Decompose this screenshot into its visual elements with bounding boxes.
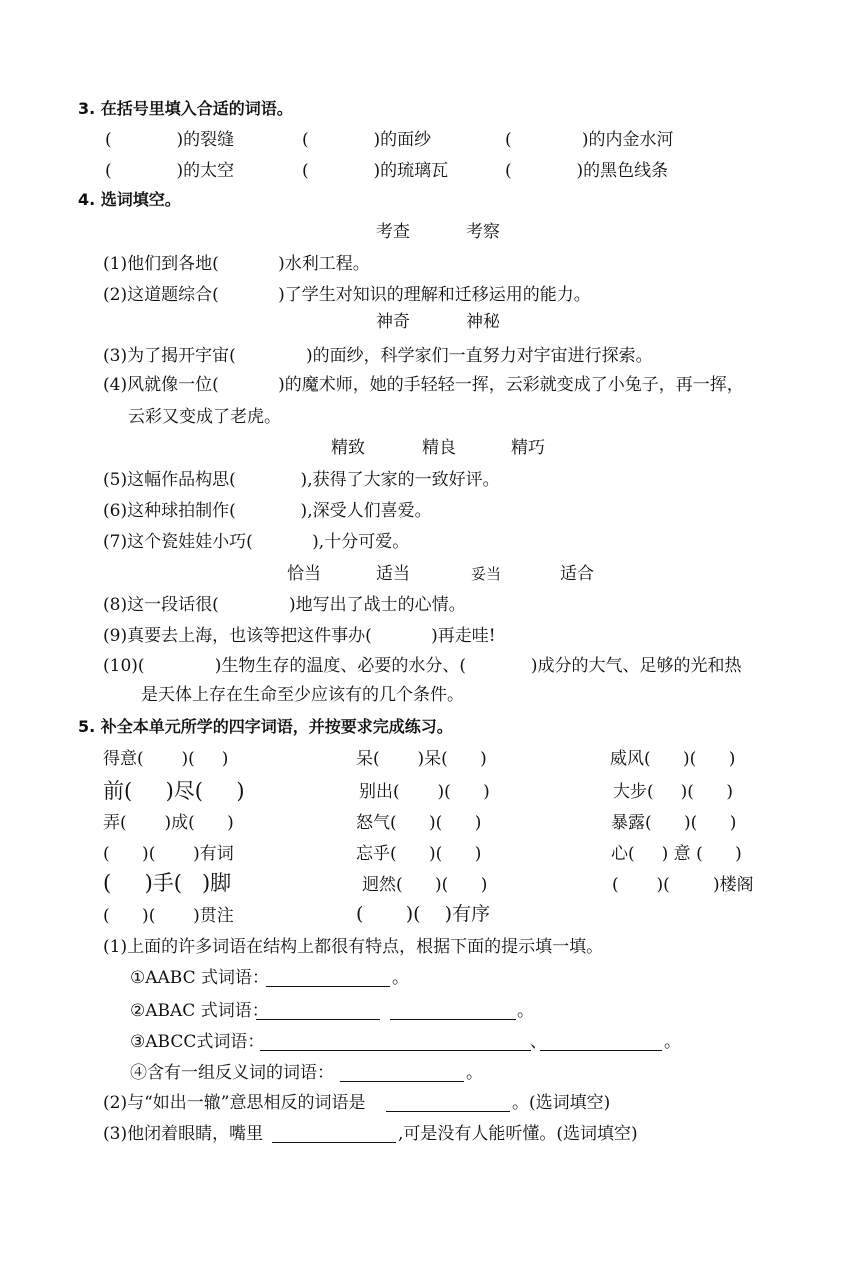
answer-line[interactable] [390, 1019, 516, 1020]
aabc-label: ①AABC 式词语： [130, 968, 270, 988]
q3-item: ( )的琉璃瓦 [302, 161, 449, 181]
idiom-blank: 呆( )呆( ) [356, 749, 487, 769]
q4-sentence-6: (6)这种球拍制作( ),深受人们喜爱。 [103, 501, 432, 521]
antonym-label: ④含有一组反义词的词语： [130, 1063, 334, 1083]
q3-item: ( )的内金水河 [505, 130, 674, 150]
answer-line[interactable] [260, 1050, 531, 1051]
q5-part-2: (2)与“如出一辙”意思相反的词语是 [103, 1093, 366, 1113]
abcc-label: ③ABCC式词语： [130, 1032, 265, 1052]
q5-part-2-end: 。(选词填空) [512, 1093, 611, 1113]
q4-sentence-3: (3)为了揭开宇宙( )的面纱，科学家们一直努力对宇宙进行探索。 [103, 346, 653, 366]
idiom-blank: 别出( )( ) [359, 782, 490, 802]
q4-sentence-9: (9)真要去上海，也该等把这件事办( )再走哇! [103, 626, 496, 646]
word-option: 精巧 [511, 438, 545, 458]
question-4-heading: 4. 选词填空。 [78, 190, 181, 209]
question-5-heading: 5. 补全本单元所学的四字词语，并按要求完成练习。 [78, 717, 453, 736]
word-option: 考察 [466, 222, 500, 242]
idiom-blank: ( )( )有词 [103, 844, 234, 864]
idiom-blank: 迥然( )( ) [362, 875, 488, 895]
word-option: 精致 [331, 438, 365, 458]
q4-sentence-4: (4)风就像一位( )的魔术师，她的手轻轻一挥，云彩就变成了小兔子，再一挥， [103, 375, 744, 395]
q4-sentence-8: (8)这一段话很( )地写出了战士的心情。 [103, 595, 466, 615]
answer-line[interactable] [256, 1019, 380, 1020]
idiom-blank: 怒气( )( ) [356, 813, 482, 833]
abac-label: ②ABAC 式词语： [130, 1001, 269, 1021]
answer-line[interactable] [540, 1050, 662, 1051]
word-option: 精良 [422, 438, 456, 458]
q4-sentence-7: (7)这个瓷娃娃小巧( ),十分可爱。 [103, 532, 410, 552]
punct: 、 [530, 1032, 547, 1052]
q4-sentence-10: (10)( )生物生存的温度、必要的水分、( )成分的大气、足够的光和热 [103, 656, 742, 676]
punct: 。 [664, 1032, 681, 1052]
word-option: 妥当 [471, 565, 502, 583]
idiom-blank: 威风( )( ) [610, 749, 736, 769]
punct: 。 [466, 1063, 483, 1083]
idiom-blank: ( )( )贯注 [103, 906, 234, 926]
idiom-blank: 前( )尽( ) [103, 779, 245, 803]
idiom-blank: 大步( )( ) [613, 782, 733, 802]
word-option: 考查 [376, 222, 410, 242]
idiom-blank: ( )( )楼阁 [612, 875, 754, 895]
q5-part-3: (3)他闭着眼睛，嘴里 [103, 1124, 264, 1144]
q4-sentence-1: (1)他们到各地( )水利工程。 [103, 254, 370, 274]
q4-sentence-10-cont: 是天体上存在生命至少应该有的几个条件。 [141, 685, 464, 705]
answer-line[interactable] [386, 1111, 510, 1112]
answer-line[interactable] [340, 1081, 464, 1082]
idiom-blank: 心( ) 意 ( ) [611, 844, 742, 864]
word-option: 适当 [376, 564, 410, 584]
idiom-blank: 得意( )( ) [103, 749, 229, 769]
word-option: 适合 [560, 564, 594, 584]
q3-item: ( )的黑色线条 [505, 161, 669, 181]
punct: 。 [392, 968, 409, 988]
q4-sentence-2: (2)这道题综合( )了学生对知识的理解和迁移运用的能力。 [103, 285, 591, 305]
idiom-blank: ( )手( )脚 [103, 871, 232, 895]
idiom-blank: 忘乎( )( ) [356, 844, 482, 864]
answer-line[interactable] [272, 1142, 396, 1143]
q3-item: ( )的裂缝 [105, 130, 235, 150]
q4-sentence-4-cont: 云彩又变成了老虎。 [128, 407, 281, 427]
idiom-blank: 弄( )成( ) [103, 813, 234, 833]
idiom-blank: 暴露( )( ) [611, 813, 737, 833]
word-option: 神秘 [466, 312, 500, 332]
q3-item: ( )的太空 [105, 161, 235, 181]
word-option: 恰当 [287, 564, 321, 584]
q3-item: ( )的面纱 [302, 130, 432, 150]
question-3-heading: 3. 在括号里填入合适的词语。 [78, 99, 293, 118]
word-option: 神奇 [376, 312, 410, 332]
q4-sentence-5: (5)这幅作品构思( ),获得了大家的一致好评。 [103, 470, 500, 490]
q5-part-1: (1)上面的许多词语在结构上都很有特点，根据下面的提示填一填。 [103, 937, 604, 957]
answer-line[interactable] [266, 986, 390, 987]
q5-part-3-end: ,可是没有人能听懂。(选词填空) [398, 1124, 638, 1144]
idiom-blank: ( )( )有序 [356, 903, 491, 925]
punct: 。 [517, 1001, 534, 1021]
